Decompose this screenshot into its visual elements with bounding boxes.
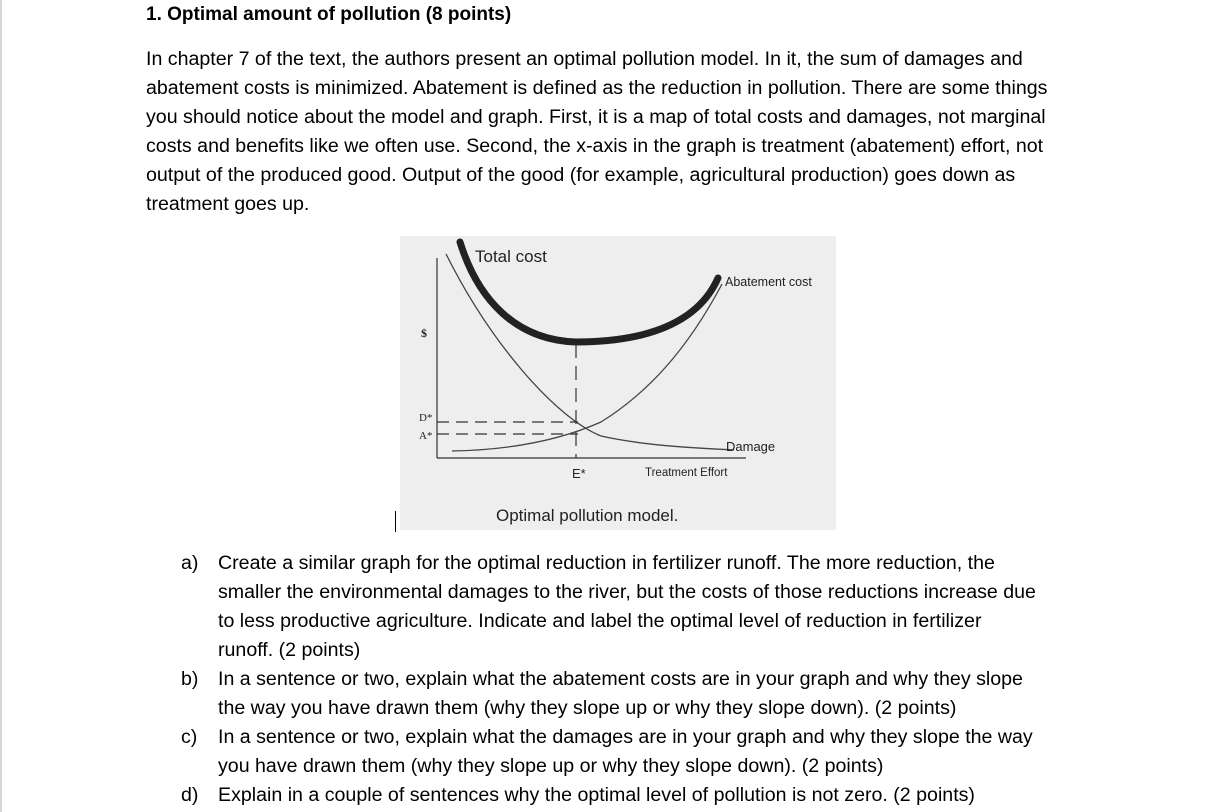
figure-caption: Optimal pollution model.	[496, 506, 679, 525]
question-marker: d)	[181, 784, 199, 806]
intro-line: treatment goes up.	[146, 193, 310, 215]
question-marker: c)	[181, 726, 198, 748]
question-line: smaller the environmental damages to the river, but the costs of those reductions increase due	[218, 581, 1036, 603]
question-line: the way you have drawn them (why they slope up or why they slope down). (2 points)	[218, 697, 957, 719]
question-line: In a sentence or two, explain what the abatement costs are in your graph and why they slope	[218, 668, 1023, 690]
e-star-label: E*	[572, 466, 586, 481]
question-list	[181, 549, 1081, 810]
abatement-cost-label: Abatement cost	[725, 275, 812, 289]
intro-line: you should notice about the model and graph. First, it is a map of total costs and damages, not marginal	[146, 106, 1046, 128]
damage-label: Damage	[726, 439, 776, 454]
page-left-edge	[0, 0, 2, 812]
intro-line: output of the produced good. Output of the good (for example, agricultural production) goes down as	[146, 164, 1016, 186]
y-axis-label: $	[421, 326, 427, 340]
question-item-c	[181, 723, 1081, 781]
total-cost-label: Total cost	[475, 247, 547, 266]
question-line: In a sentence or two, explain what the damages are in your graph and why they slope the way	[218, 726, 1033, 748]
intro-line: costs and benefits like we often use. Second, the x-axis in the graph is treatment (abatement) effort, not	[146, 135, 1044, 157]
question-heading: 1. Optimal amount of pollution (8 points)	[146, 4, 512, 25]
question-item-b	[181, 665, 1081, 723]
question-item-a	[181, 549, 1081, 665]
text-cursor	[395, 511, 396, 532]
intro-line: abatement costs is minimized. Abatement is defined as the reduction in pollution. There are some things	[146, 77, 1048, 99]
question-item-d	[181, 781, 1081, 810]
intro-paragraph	[146, 45, 1096, 219]
a-star-label: A*	[419, 430, 433, 442]
question-line: to less productive agriculture. Indicate and label the optimal level of reduction in fertilizer	[218, 610, 982, 632]
figure-graph	[396, 232, 836, 530]
question-line: you have drawn them (why they slope up or why they slope down). (2 points)	[218, 755, 884, 777]
question-line: Explain in a couple of sentences why the optimal level of pollution is not zero. (2 points)	[218, 784, 975, 806]
question-marker: a)	[181, 552, 199, 574]
x-axis-label: Treatment Effort	[645, 467, 728, 479]
optimal-pollution-figure	[396, 232, 836, 530]
question-marker: b)	[181, 668, 199, 690]
intro-line: In chapter 7 of the text, the authors present an optimal pollution model. In it, the sum of damages and	[146, 48, 1023, 70]
question-line: Create a similar graph for the optimal reduction in fertilizer runoff. The more reduction, the	[218, 552, 995, 574]
d-star-label: D*	[419, 412, 433, 424]
question-line: runoff. (2 points)	[218, 639, 361, 661]
